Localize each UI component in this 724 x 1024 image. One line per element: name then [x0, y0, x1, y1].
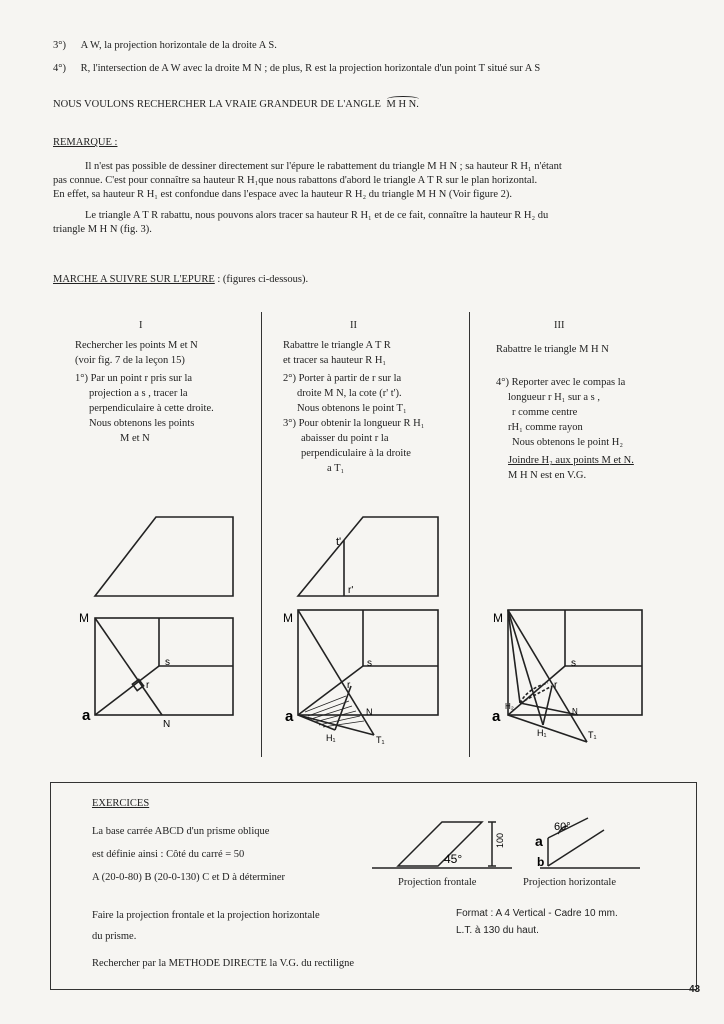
- col2-line: 2°) Porter à partir de r sur la: [283, 373, 402, 384]
- col3-line: Rabattre le triangle M H N: [496, 344, 609, 355]
- fig2-label-N: N: [366, 707, 373, 717]
- horiz-angle: 60°: [554, 821, 571, 833]
- fig1-label-M: M: [79, 611, 89, 625]
- item-3-text: A W, la projection horizontale de la droite A S.: [80, 40, 277, 51]
- frontal-angle: 45°: [444, 852, 463, 866]
- exercices-heading: EXERCICES: [92, 798, 150, 809]
- col1-line: perpendiculaire à cette droite.: [89, 403, 214, 414]
- col3-line: 4°) Reporter avec le compas la: [496, 377, 626, 388]
- col2-line: a T₁: [327, 463, 345, 474]
- format-note: [456, 905, 618, 939]
- fig1-label-s: s: [165, 657, 170, 668]
- remarque-p2-line1: Le triangle A T R rabattu, nous pouvons alors tracer sa hauteur R H₁ et de ce fait, connaître la hauteur R H₂ du: [85, 210, 549, 221]
- item-4-text: R, l'intersection de A W avec la droite M N ; de plus, R est la projection horizontale d'un point T situé sur A S: [80, 63, 541, 74]
- goal-text: NOUS VOULONS RECHERCHER LA VRAIE GRANDEUR DE L'ANGLE: [53, 99, 381, 110]
- fig2-label-a: a: [285, 708, 294, 725]
- fig3-label-a: a: [492, 708, 501, 725]
- col3-line: Joindre H₂ aux points M et N.: [508, 455, 634, 466]
- item-4-number: 4°): [53, 63, 66, 74]
- exercices-line: La base carrée ABCD d'un prisme oblique: [92, 826, 270, 837]
- col2-line: perpendiculaire à la droite: [301, 448, 411, 459]
- fig2-label-H1: H₁: [326, 733, 336, 743]
- exercices-line: est définie ainsi : Côté du carré = 50: [92, 849, 245, 860]
- marche-heading: MARCHE A SUIVRE SUR L'EPURE: [53, 274, 215, 285]
- format-line: Format : A 4 Vertical - Cadre 10 mm.: [456, 908, 618, 919]
- col1-line: M et N: [120, 433, 150, 444]
- horiz-label-a: a: [535, 833, 543, 849]
- horizontal-caption: Projection horizontale: [523, 877, 617, 888]
- col2-line: Rabattre le triangle A T R: [283, 340, 391, 351]
- col2-line: et tracer sa hauteur R H₁: [283, 355, 387, 366]
- fig3-label-T1: T₁: [588, 730, 597, 740]
- fig2-label-M: M: [283, 611, 293, 625]
- col1-line: Rechercher les points M et N: [75, 340, 198, 351]
- fig2-label-t: t': [336, 536, 342, 548]
- item-3-number: 3°): [53, 40, 66, 51]
- col3-line: r comme centre: [512, 407, 578, 418]
- fig3-label-r: r: [554, 680, 558, 691]
- fig3-label-s: s: [571, 658, 576, 669]
- col2-line: droite M N, la cote (r' t').: [297, 388, 402, 399]
- col3-title: III: [554, 320, 565, 331]
- fig3-label-N: N: [572, 707, 578, 716]
- remarque-p1-line2: pas connue. C'est pour connaître sa hauteur R H₁que nous rabattons d'abord le triangle A T R sur le plan horizontal.: [53, 175, 538, 186]
- col3-line: Nous obtenons le point H₂: [512, 437, 623, 448]
- fig1-label-r: r: [146, 680, 150, 691]
- fig2-label-r: r: [347, 680, 351, 691]
- col3-line: M H N est en V.G.: [508, 470, 587, 481]
- col3-line: longueur r H₁ sur a s ,: [508, 392, 601, 403]
- fig1-label-a: a: [82, 707, 91, 724]
- col3-line: rH₁ comme rayon: [508, 422, 583, 433]
- fig3-label-M: M: [493, 611, 503, 625]
- remarque-heading: REMARQUE :: [53, 137, 118, 148]
- fig2-label-s: s: [367, 658, 372, 669]
- fig1-label-N: N: [163, 719, 171, 730]
- exercices-line: Faire la projection frontale et la projection horizontale: [92, 910, 320, 921]
- marche-suffix: : (figures ci-dessous).: [214, 274, 309, 285]
- horiz-label-b: b: [537, 855, 545, 869]
- fig3-label-H1: H₁: [537, 728, 547, 738]
- frontal-caption: Projection frontale: [398, 877, 477, 888]
- goal-angle: M H N.: [386, 99, 419, 110]
- col1-line: (voir fig. 7 de la leçon 15): [75, 355, 185, 366]
- col1-line: projection a s , tracer la: [89, 388, 188, 399]
- col2-line: Nous obtenons le point T₁: [297, 403, 407, 414]
- remarque-p1-line3: En effet, sa hauteur R H₁ est confondue dans l'espace avec la hauteur R H₂ du triangle M H N (Voir figure 2).: [53, 189, 513, 200]
- format-line: L.T. à 130 du haut.: [456, 925, 539, 936]
- frontal-height: 100: [495, 832, 505, 848]
- remarque-p2-line2: triangle M H N (fig. 3).: [53, 224, 152, 235]
- fig3-label-H2: H₂: [505, 702, 514, 711]
- fig2-label-r-prime: r': [348, 585, 354, 596]
- col1-line: 1°) Par un point r pris sur la: [75, 373, 193, 384]
- col2-title: II: [350, 320, 357, 331]
- col1-title: I: [139, 320, 143, 331]
- col2-line: 3°) Pour obtenir la longueur R H₁: [283, 418, 425, 429]
- col1-line: Nous obtenons les points: [89, 418, 195, 429]
- col2-line: abaisser du point r la: [301, 433, 389, 444]
- exercices-line: du prisme.: [92, 931, 137, 942]
- remarque-p1-line1: Il n'est pas possible de dessiner directement sur l'épure le rabattement du triangle M H N ; sa hauteur R H₁ n'étant: [85, 161, 562, 172]
- fig2-label-T1: T₁: [376, 735, 385, 745]
- page-number: 43: [689, 984, 701, 995]
- exercices-line: A (20-0-80) B (20-0-130) C et D à déterminer: [92, 872, 286, 883]
- exercices-final-task: Rechercher par la METHODE DIRECTE la V.G. du rectiligne: [92, 958, 355, 969]
